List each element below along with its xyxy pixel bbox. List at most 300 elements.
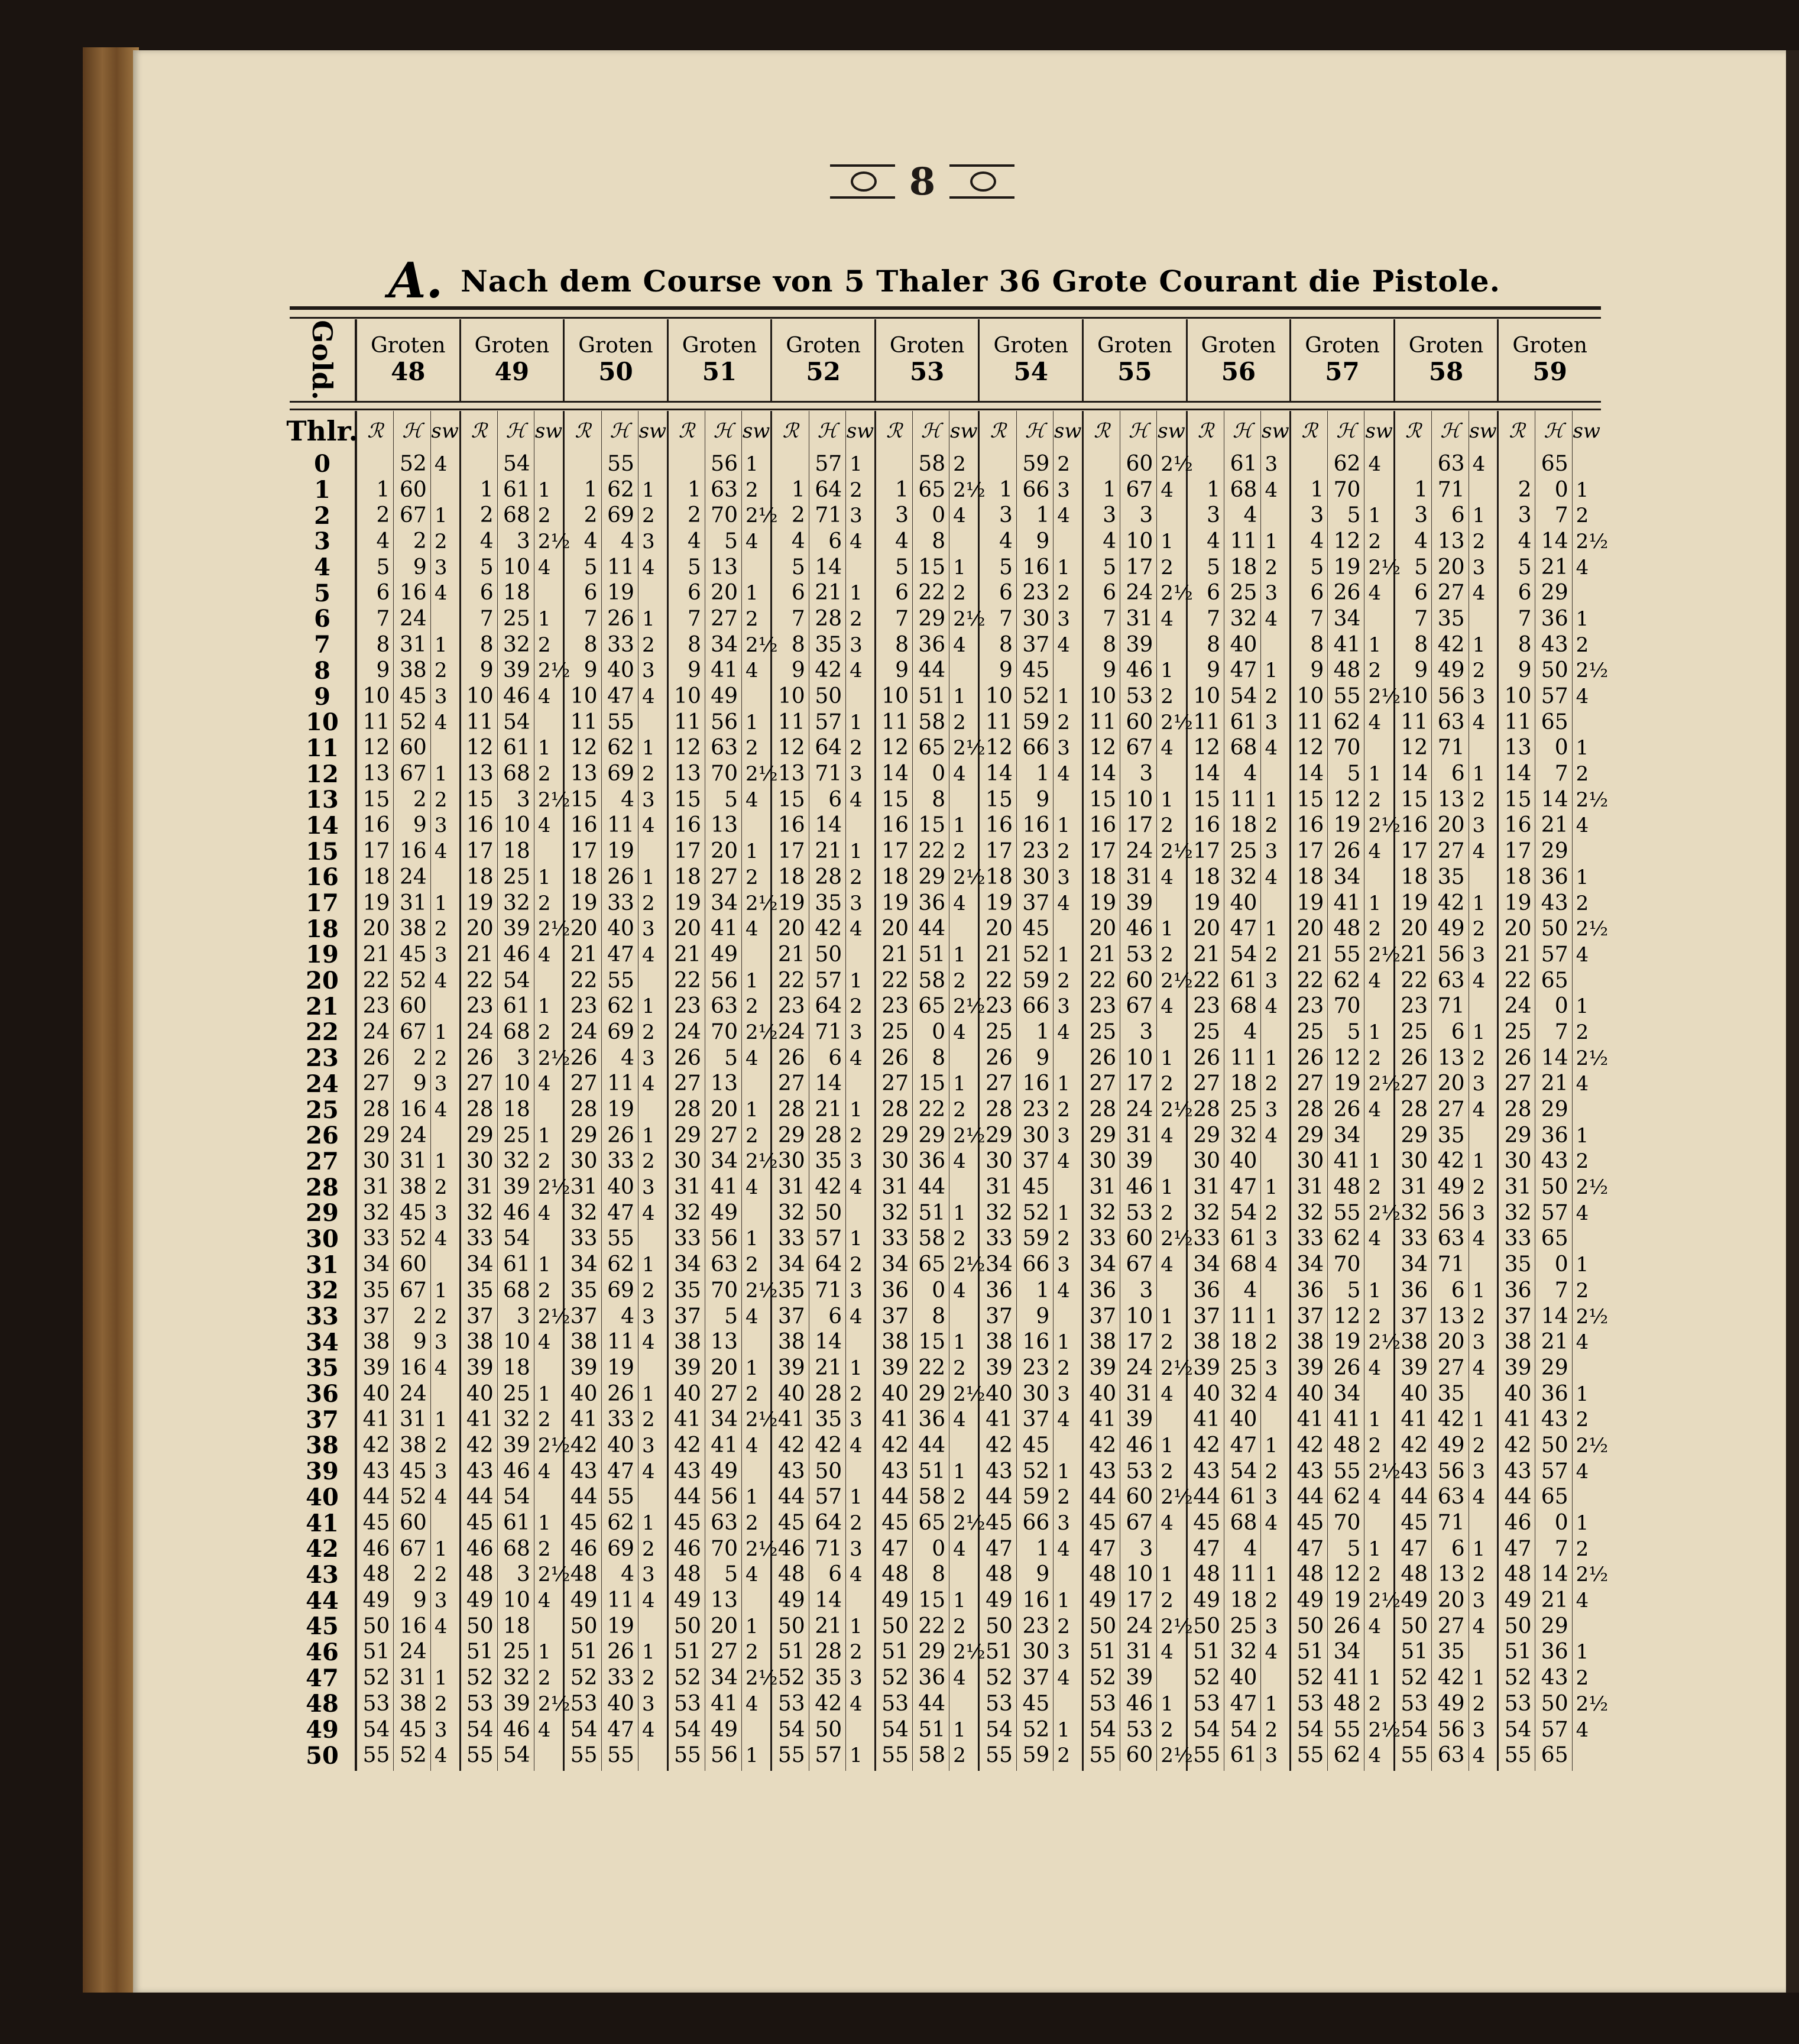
table-cell: 15: [881, 787, 909, 812]
table-cell: 19: [881, 890, 909, 915]
table-cell: 30: [466, 1149, 494, 1174]
table-cell: [846, 555, 874, 581]
table-cell: 55: [1089, 1743, 1117, 1768]
table-cell: 36: [1296, 1278, 1324, 1303]
table-cell: 17: [466, 839, 494, 864]
table-cell: 33: [1401, 1226, 1428, 1251]
table-cell: 47: [607, 1459, 634, 1483]
table-cell: 2: [745, 736, 759, 760]
table-cell: 30: [1401, 1149, 1428, 1174]
table-cell: 4: [1310, 529, 1324, 553]
table-cell: 4: [434, 452, 448, 476]
table-cell: 2½: [745, 1149, 778, 1174]
table-cell: 48: [466, 1562, 494, 1587]
table-cell: 1: [434, 1537, 448, 1561]
thaler-row-label: 26: [306, 1122, 339, 1150]
table-cell: 41: [711, 658, 738, 683]
table-cell: 2½: [953, 1382, 986, 1406]
table-cell: [1261, 761, 1289, 787]
table-cell: 10: [1126, 1562, 1153, 1587]
table-cell: 27: [1193, 1071, 1221, 1096]
table-cell: 62: [1333, 968, 1361, 993]
table-cell: [431, 1123, 459, 1149]
table-cell: 4: [745, 1304, 759, 1329]
table-cell: 32: [1089, 1200, 1117, 1225]
table-cell: 20: [1437, 813, 1465, 838]
table-cell: 25: [1296, 1019, 1324, 1044]
table-cell: 53: [1126, 1717, 1153, 1742]
table-cell: 40: [607, 658, 634, 683]
table-cell: 21: [815, 839, 842, 864]
table-cell: 52: [400, 1485, 427, 1509]
table-cell: 10: [1126, 529, 1153, 553]
table-cell: 19: [607, 1614, 634, 1638]
table-cell: 2½: [537, 917, 571, 941]
table-cell: [638, 1097, 667, 1123]
table-cell: 3: [516, 1045, 530, 1070]
table-cell: 1: [1576, 736, 1589, 760]
table-cell: 21: [466, 942, 494, 967]
table-cell: 2: [537, 891, 551, 915]
table-cell: 33: [570, 1226, 598, 1251]
table-cell: 3: [434, 685, 448, 709]
table-cell: 14: [1296, 762, 1324, 786]
table-cell: 1: [1265, 1692, 1278, 1716]
table-cell: [1469, 1123, 1497, 1149]
table-cell: 4: [1161, 1253, 1174, 1277]
table-cell: 25: [1504, 1019, 1532, 1044]
table-cell: 2: [953, 1744, 966, 1768]
group-grote-value: 57: [1325, 357, 1360, 386]
table-cell: 4: [1368, 1744, 1382, 1768]
table-cell: [431, 1252, 459, 1278]
table-cell: 1: [1265, 659, 1278, 683]
table-cell: 2½: [953, 607, 986, 631]
table-cell: 2: [1057, 1227, 1070, 1251]
table-cell: 4: [1265, 865, 1278, 889]
table-cell: 8: [932, 1562, 946, 1587]
table-cell: 5: [584, 555, 598, 579]
table-cell: 57: [815, 1226, 842, 1251]
table-cell: 27: [711, 1123, 738, 1148]
table-cell: 1: [1368, 762, 1382, 786]
table-cell: 32: [1230, 606, 1257, 631]
table-cell: 1: [1472, 633, 1486, 657]
table-cell: 2: [1368, 1563, 1382, 1587]
table-cell: 54: [881, 1717, 909, 1742]
table-cell: 2: [434, 1304, 448, 1329]
table-cell: 70: [1333, 736, 1361, 760]
table-cell: 36: [1541, 1640, 1568, 1664]
table-cell: 21: [881, 942, 909, 967]
table-cell: 4: [745, 1175, 759, 1200]
table-cell: 3: [1057, 1382, 1070, 1406]
table-cell: 51: [1089, 1640, 1117, 1664]
table-cell: 11: [362, 710, 390, 734]
table-cell: 25: [1230, 1355, 1257, 1380]
table-cell: [1364, 1123, 1393, 1149]
table-cell: 2: [537, 762, 551, 786]
table-cell: 55: [466, 1743, 494, 1768]
group-grote-value: 49: [494, 357, 530, 386]
table-cell: 4: [1057, 762, 1070, 786]
table-cell: [846, 942, 874, 968]
table-cell: 43: [1401, 1459, 1428, 1483]
table-cell: 46: [503, 942, 530, 967]
table-cell: 47: [607, 942, 634, 967]
table-cell: 22: [777, 968, 805, 993]
table-cell: 13: [711, 1071, 738, 1096]
thaler-row-label: 11: [306, 734, 339, 762]
table-cell: 2: [1368, 917, 1382, 941]
table-cell: 2: [1576, 1537, 1589, 1561]
table-cell: [534, 968, 563, 994]
table-cell: 1: [745, 968, 759, 993]
table-cell: 45: [1022, 1433, 1050, 1457]
table-cell: 1: [1368, 1408, 1382, 1432]
table-cell: 30: [362, 1149, 390, 1174]
table-cell: [1261, 632, 1289, 658]
table-cell: 1: [687, 477, 701, 502]
table-cell: 31: [1126, 606, 1153, 631]
table-cell: 2½: [537, 1563, 571, 1587]
table-cell: 23: [1022, 581, 1050, 605]
table-cell: 63: [1437, 710, 1465, 734]
table-cell: 9: [1036, 529, 1050, 553]
table-cell: 28: [674, 1097, 701, 1122]
table-cell: 38: [1089, 1330, 1117, 1355]
table-cell: 6: [791, 581, 805, 605]
table-cell: 42: [1193, 1433, 1221, 1457]
table-cell: 1: [1057, 814, 1070, 838]
table-cell: 21: [1504, 942, 1532, 967]
table-cell: 52: [1022, 1717, 1050, 1742]
table-cell: 37: [1504, 1304, 1532, 1329]
table-cell: 4: [850, 1304, 863, 1329]
table-cell: 14: [1541, 529, 1568, 553]
table-cell: 14: [1089, 762, 1117, 786]
table-cell: 52: [1022, 1459, 1050, 1483]
table-cell: 2: [1161, 1072, 1174, 1096]
table-cell: 58: [918, 451, 946, 476]
sub-column-header: ℛ: [1509, 419, 1525, 443]
table-cell: 14: [1504, 762, 1532, 786]
table-cell: 51: [918, 684, 946, 709]
table-cell: 41: [711, 1691, 738, 1716]
table-cell: [1157, 890, 1185, 916]
table-cell: 9: [1103, 658, 1117, 683]
table-cell: 2: [641, 633, 655, 657]
table-cell: 2: [413, 1562, 427, 1587]
table-cell: 18: [570, 864, 598, 889]
table-cell: [949, 787, 978, 813]
table-cell: 1: [641, 1640, 655, 1664]
table-cell: 4: [1243, 1278, 1257, 1303]
table-cell: 30: [1504, 1149, 1532, 1174]
table-cell: 1: [641, 478, 655, 502]
table-cell: 34: [1333, 1123, 1361, 1148]
table-cell: [1054, 1304, 1082, 1330]
table-cell: 2½: [745, 633, 778, 657]
table-cell: 2½: [1161, 968, 1193, 993]
table-cell: 2: [434, 788, 448, 812]
table-cell: 61: [1230, 1485, 1257, 1509]
thaler-row-label: 15: [306, 837, 339, 866]
table-cell: [1157, 503, 1185, 529]
table-cell: 1: [537, 607, 551, 631]
table-cell: 29: [1089, 1123, 1117, 1148]
table-cell: 2: [1576, 1408, 1589, 1432]
sub-column: [705, 411, 742, 1771]
group-grote-value: 52: [806, 357, 841, 386]
table-cell: 54: [1230, 684, 1257, 709]
table-cell: 17: [1193, 839, 1221, 864]
table-cell: 8: [932, 787, 946, 812]
table-cell: 39: [1089, 1355, 1117, 1380]
sub-column-header: sw: [1365, 419, 1393, 443]
table-cell: 4: [1057, 1278, 1070, 1303]
table-cell: 9: [584, 658, 598, 683]
table-cell: 53: [1126, 684, 1153, 709]
table-cell: 6: [828, 1304, 842, 1329]
table-cell: 14: [815, 1071, 842, 1096]
table-cell: 32: [881, 1200, 909, 1225]
table-cell: 70: [711, 1536, 738, 1561]
table-cell: 2: [537, 1149, 551, 1174]
table-cell: 31: [1126, 1640, 1153, 1664]
table-cell: 4: [1368, 1485, 1382, 1509]
table-cell: 2: [537, 1537, 551, 1561]
table-cell: 3: [434, 1072, 448, 1096]
table-cell: 50: [815, 684, 842, 709]
table-cell: 32: [1230, 1640, 1257, 1664]
table-cell: 32: [1504, 1200, 1532, 1225]
sub-column: [1432, 411, 1469, 1771]
table-cell: 24: [400, 1123, 427, 1148]
table-cell: 5: [724, 529, 738, 553]
table-cell: [357, 451, 393, 477]
table-cell: 52: [400, 1743, 427, 1768]
table-cell: 19: [607, 1097, 634, 1122]
table-cell: 26: [466, 1045, 494, 1070]
table-cell: 18: [1230, 555, 1257, 579]
sub-column-header: sw: [846, 419, 874, 443]
table-cell: 4: [1057, 891, 1070, 915]
table-cell: 1: [1161, 1433, 1174, 1457]
table-cell: [846, 1717, 874, 1743]
table-cell: 55: [1333, 684, 1361, 709]
table-cell: 40: [1401, 1381, 1428, 1406]
thaler-row-label: 37: [306, 1405, 339, 1434]
thaler-row-label: 41: [306, 1509, 339, 1537]
table-cell: 4: [1103, 529, 1117, 553]
group-header: [876, 319, 980, 401]
table-cell: 31: [1126, 1381, 1153, 1406]
table-cell: 60: [1126, 1226, 1153, 1251]
table-cell: 67: [400, 1019, 427, 1044]
table-cell: 24: [400, 864, 427, 889]
table-cell: 1: [537, 865, 551, 889]
table-cell: [1084, 451, 1120, 477]
table-cell: 37: [466, 1304, 494, 1329]
table-cell: 53: [674, 1691, 701, 1716]
table-cell: 1: [953, 942, 966, 967]
table-cell: 22: [1089, 968, 1117, 993]
table-cell: 48: [1333, 1433, 1361, 1457]
table-cell: 8: [584, 632, 598, 657]
table-cell: 36: [1541, 864, 1568, 889]
table-cell: 51: [674, 1640, 701, 1664]
table-cell: 12: [1089, 736, 1117, 760]
table-cell: 2: [1161, 1589, 1174, 1613]
table-cell: 48: [881, 1562, 909, 1587]
table-cell: 1: [1472, 1149, 1486, 1174]
table-cell: 57: [815, 451, 842, 476]
table-cell: 66: [1022, 1511, 1050, 1536]
table-cell: 2: [745, 865, 759, 889]
table-cell: 19: [1333, 555, 1361, 579]
table-cell: 57: [815, 968, 842, 993]
table-cell: 50: [1193, 1614, 1221, 1638]
table-cell: 0: [932, 503, 946, 528]
table-cell: 2½: [1576, 1433, 1609, 1457]
table-cell: 28: [815, 1381, 842, 1406]
table-cell: 4: [745, 1433, 759, 1457]
table-cell: 15: [674, 787, 701, 812]
table-cell: 22: [918, 1355, 946, 1380]
table-cell: 9: [1518, 658, 1532, 683]
table-cell: 21: [986, 942, 1013, 967]
table-cell: 2: [1057, 1614, 1070, 1638]
table-cell: 21: [815, 1355, 842, 1380]
table-cell: 4: [1576, 1589, 1589, 1613]
table-cell: [1364, 1640, 1393, 1666]
table-cell: 35: [1437, 1640, 1465, 1664]
table-cell: 20: [777, 916, 805, 941]
table-cell: 4: [1057, 1537, 1070, 1561]
table-cell: 52: [674, 1666, 701, 1690]
table-cell: 29: [362, 1123, 390, 1148]
table-cell: 63: [1437, 451, 1465, 476]
sub-column-header: ℋ: [1544, 419, 1564, 443]
table-cell: 4: [953, 1666, 966, 1690]
table-cell: 1: [1057, 1589, 1070, 1613]
table-cell: 51: [918, 1200, 946, 1225]
table-cell: 22: [466, 968, 494, 993]
table-cell: 38: [400, 1433, 427, 1457]
table-cell: 1: [1265, 529, 1278, 553]
thaler-row-label: 4: [314, 553, 330, 582]
table-cell: 67: [400, 1278, 427, 1303]
table-cell: 25: [503, 1381, 530, 1406]
table-cell: 47: [607, 1200, 634, 1225]
table-cell: 5: [1414, 555, 1428, 579]
table-cell: 1: [537, 1640, 551, 1664]
sub-column-header: ℋ: [505, 419, 526, 443]
table-cell: 18: [503, 1614, 530, 1638]
table-cell: 2: [537, 1408, 551, 1432]
table-cell: 1: [641, 1511, 655, 1536]
table-cell: 5: [999, 555, 1013, 579]
table-cell: 4: [1243, 1019, 1257, 1044]
table-cell: 4: [1472, 840, 1486, 864]
table-cell: 27: [1437, 1097, 1465, 1122]
table-cell: 2: [1576, 1666, 1589, 1690]
table-cell: 2: [1057, 840, 1070, 864]
table-cell: 63: [711, 994, 738, 1019]
table-cell: [742, 1071, 770, 1097]
table-cell: 2: [641, 1408, 655, 1432]
table-cell: [742, 684, 770, 710]
table-cell: 38: [400, 916, 427, 941]
table-cell: 43: [1541, 632, 1568, 657]
table-cell: 13: [711, 555, 738, 579]
table-cell: [1261, 1665, 1289, 1691]
table-cell: 1: [1472, 1666, 1486, 1690]
sub-column-header: ℛ: [367, 419, 384, 443]
table-cell: 2: [1161, 1201, 1174, 1225]
table-cell: 1: [641, 736, 655, 760]
table-cell: 48: [1333, 658, 1361, 683]
table-cell: 5: [1103, 555, 1117, 579]
table-cell: [949, 916, 978, 942]
table-cell: 33: [607, 632, 634, 657]
group-column: [565, 411, 669, 1771]
table-cell: 18: [1230, 1071, 1257, 1096]
table-cell: 3: [641, 917, 655, 941]
table-cell: 3: [1310, 503, 1324, 528]
table-cell: 2½: [1368, 1330, 1401, 1355]
table-cell: 40: [1296, 1381, 1324, 1406]
table-cell: 20: [1296, 916, 1324, 941]
table-cell: [1157, 1278, 1185, 1304]
ornament-right-icon: [949, 164, 1014, 199]
table-cell: [1469, 864, 1497, 890]
table-cell: 50: [815, 1200, 842, 1225]
table-cell: 56: [711, 1226, 738, 1251]
table-cell: 3: [1518, 503, 1532, 528]
thaler-row-label: 14: [306, 811, 339, 840]
sub-column-header: ℋ: [713, 419, 734, 443]
table-cell: 60: [1126, 968, 1153, 993]
table-cell: 9: [413, 1330, 427, 1355]
table-cell: 31: [1126, 864, 1153, 889]
table-cell: 23: [674, 994, 701, 1019]
table-cell: 49: [777, 1588, 805, 1613]
table-cell: [638, 710, 667, 736]
group-column: [772, 411, 876, 1771]
table-cell: 54: [1230, 1200, 1257, 1225]
table-cell: [534, 1355, 563, 1381]
table-cell: 60: [400, 1511, 427, 1536]
table-cell: 52: [777, 1666, 805, 1690]
table-cell: 5: [724, 1045, 738, 1070]
table-cell: 41: [1296, 1407, 1324, 1432]
table-cell: 27: [674, 1071, 701, 1096]
table-cell: 10: [1401, 684, 1428, 709]
table-cell: 7: [1554, 503, 1568, 528]
table-cell: 17: [362, 839, 390, 864]
table-cell: 11: [986, 710, 1013, 734]
table-cell: 3: [1057, 1511, 1070, 1536]
ornament-left-icon: [830, 164, 895, 199]
table-cell: 26: [1333, 1097, 1361, 1122]
table-cell: 45: [1401, 1511, 1428, 1536]
table-cell: [1469, 1252, 1497, 1278]
table-cell: 1: [1368, 504, 1382, 528]
table-cell: 35: [1504, 1252, 1532, 1277]
thaler-row-label: 38: [306, 1431, 339, 1460]
